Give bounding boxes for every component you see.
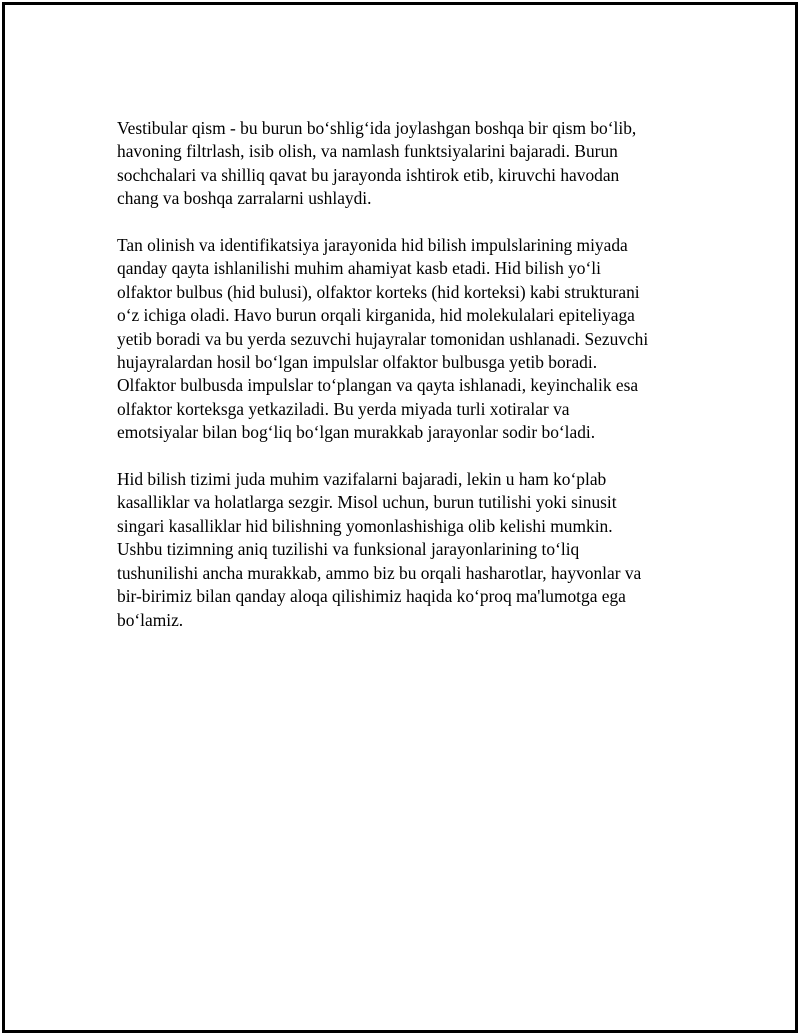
paragraph-olfactory-pathway: Tan olinish va identifikatsiya jarayonida hid bilish impulslarining miyada qanday qayta ishlanilishi muhim ahamiyat kasb etadi. Hid bilish yo‘li olfaktor bulbus (hid bulusi), olfaktor korteks (hid korteksi) kabi strukturani o‘z ichiga oladi. Havo burun orqali kirganida, hid molekulalari epiteliyaga yetib boradi va bu yerda sezuvchi hujayralar tomonidan ushlanadi. Sezuvchi hujayralardan hosil bo‘lgan impulslar olfaktor bulbusga yetib boradi. Olfaktor bulbusda impulslar to‘plangan va qayta ishlanadi, keyinchalik esa olfaktor korteksga yetkaziladi. Bu yerda miyada turli xotiralar va emotsiyalar bilan bog‘liq bo‘lgan murakkab jarayonlar sodir bo‘ladi. <box>117 235 649 443</box>
document-body <box>117 117 697 655</box>
paragraph-vestibular: Vestibular qism - bu burun bo‘shlig‘ida joylashgan boshqa bir qism bo‘lib, havoning filtrlash, isib olish, va namlash funktsiyalarini bajaradi. Burun sochchalari va shilliq qavat bu jarayonda ishtirok etib, kiruvchi havodan chang va boshqa zarralarni ushlaydi. <box>117 118 637 209</box>
paragraph-olfactory-disorders: Hid bilish tizimi juda muhim vazifalarni bajaradi, lekin u ham ko‘plab kasalliklar va holatlarga sezgir. Misol uchun, burun tutilishi yoki sinusit singari kasalliklar hid bilishning yomonlashishiga olib kelishi mumkin. Ushbu tizimning aniq tuzilishi va funksional jarayonlarining to‘liq tushunilishi ancha murakkab, ammo biz bu orqali hasharotlar, hayvonlar va bir-birimiz bilan qanday aloqa qilishimiz haqida ko‘proq ma'lumotga ega bo‘lamiz. <box>117 469 642 630</box>
